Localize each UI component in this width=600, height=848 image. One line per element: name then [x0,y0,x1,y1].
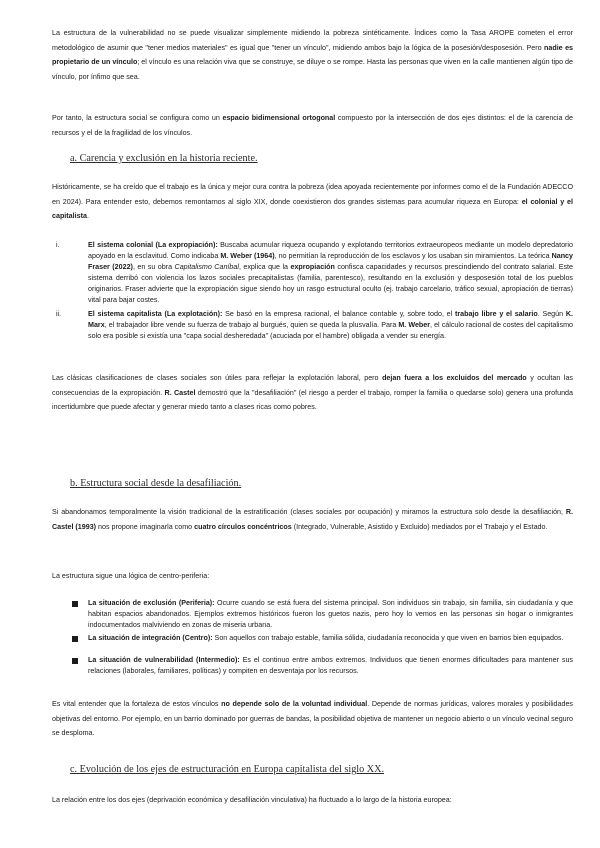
section-a-paragraph-2: Las clásicas clasificaciones de clases sociales son útiles para reflejar la explotación laboral, pero dejan fuera a los excluidos del mercado y ocultan las consecuencias de la expropiación. R. Castel demostró que la "desafiliación" (el riesgo a perder el trabajo, romper la familia o quedarse solo) genera una profunda incertidumbre que puede afectar y generar miedo tanto a clases ricas como pobres. [52,374,573,412]
section-a-paragraph-1: Históricamente, se ha creído que el trabajo es la única y mejor cura contra la pobreza (idea apoyada recientemente por informes como el de la Fundación ADECCO en 2024). Para entender esto, debemos remontarnos al siglo XIX, donde coexistieron dos grandes sistemas para acumular riqueza en Europa: el colonial y el capitalista. [52,183,573,221]
section-a-heading: a. Carencia y exclusión en la historia reciente. [70,153,258,164]
bullet-square-icon [72,601,78,607]
section-c-paragraph-1: La relación entre los dos ejes (deprivación económica y desafiliación vinculativa) ha fluctuado a lo largo de la historia europea: [52,796,452,804]
list-marker: i. [56,242,60,249]
section-b-paragraph-1: Si abandonamos temporalmente la visión tradicional de la estratificación (clases sociales por ocupación) y miramos la estructura solo desde la desafiliación, R. Castel (1993) nos propone imaginarla como cuatro círculos concéntricos (Integrado, Vulnerable, Asistido y Excluido) mediados por el Trabajo y el Estado. [52,508,573,531]
intro-paragraph-1: La estructura de la vulnerabilidad no se puede visualizar simplemente midiendo la pobreza sintéticamente. Índices como la Tasa AROPE cometen el error metodológico de asumir que "tener medios materiales" es igual que "tener un vínculo", midiendo ambos bajo la lógica de la posesión/desposesión. Pero nadie es propietario de un vínculo; el vínculo es una relación viva que se construye, se diluye o se rompe. Hasta las personas que viven en la calle mantienen algún tipo de vínculo, por ínfimo que sea. [52,29,574,81]
list-item-colonial: El sistema colonial (La expropiación): Buscaba acumular riqueza ocupando y explotando territorios extraeuropeos mediante un modelo depredatorio apoyado en la esclavitud. Como indicaba M. Weber (1964), no permitían la reproducción de los esclavos y los usaban sin miramientos. La teórica Nancy Fraser (2022), en su obra Capitalismo Caníbal, explica que la expropiación confisca capacidades y recursos prescindiendo del contrato salarial. Este sistema derribó con violencia los lazos sociales precapitalistas (familia, parentesco), resultando en la exclusión y desposesión total de los pueblos originarios. Fraser advierte que la expropiación sigue siendo hoy un rasgo estructural oculto (ej. trabajo carcelario, tráfico sexual, apropiación de tierras) vital para bajar costes. [88,241,573,304]
section-c-heading: c. Evolución de los ejes de estructuración en Europa capitalista del siglo XX. [70,764,385,775]
bullet-square-icon [72,658,78,664]
bullet-item-exclusion: La situación de exclusión (Periferia): Ocurre cuando se está fuera del sistema principal. Son individuos sin trabajo, sin familia, sin ciudadanía y que habitan espacios abandonados. Ejemplos extremos históricos fueron los guetos nazis, pero hoy lo vemos en las personas sin hogar o inmigrantes indocumentados malviviendo en zonas de miseria urbana. [88,599,573,629]
section-b-heading: b. Estructura social desde la desafiliación. [70,478,242,489]
list-marker: ii. [56,311,62,318]
list-item-capitalista: El sistema capitalista (La explotación): Se basó en la empresa racional, el balance contable y, sobre todo, el trabajo libre y el salario. Según K. Marx, el trabajador libre vende su fuerza de trabajo al burgués, quien se queda la plusvalía. Para M. Weber, el cálculo racional de costes del capitalismo solo era posible si existía una "capa social desheredada" (acuciada por el hambre) obligada a vender su energía. [88,310,573,340]
bullet-item-integracion: La situación de integración (Centro): Son aquellos con trabajo estable, familia sólida, ciudadanía reconocida y que viven en barrios bien equipados. [88,634,564,642]
intro-paragraph-2: Por tanto, la estructura social se configura como un espacio bidimensional ortogonal compuesto por la intersección de dos ejes distintos: el de la carencia de recursos y el de la fragilidad de los vínculos. [52,114,574,137]
bullet-square-icon [72,636,78,642]
bullet-item-vulnerabilidad: La situación de vulnerabilidad (Intermedio): Es el continuo entre ambos extremos. Individuos que tienen enormes dificultades para mantener sus relaciones (laborales, familiares, políticas) y compiten en desventaja por los recursos. [88,656,573,675]
section-b-paragraph-2: La estructura sigue una lógica de centro-periferia: [52,572,210,580]
section-b-paragraph-3: Es vital entender que la fortaleza de estos vínculos no depende solo de la voluntad individual. Depende de normas jurídicas, valores morales y posibilidades objetivas del entorno. Por ejemplo, en un barrio dominado por guerras de bandas, la posibilidad objetiva de mantener un negocio abierto o un vínculo vecinal seguro se desploma. [52,700,573,738]
